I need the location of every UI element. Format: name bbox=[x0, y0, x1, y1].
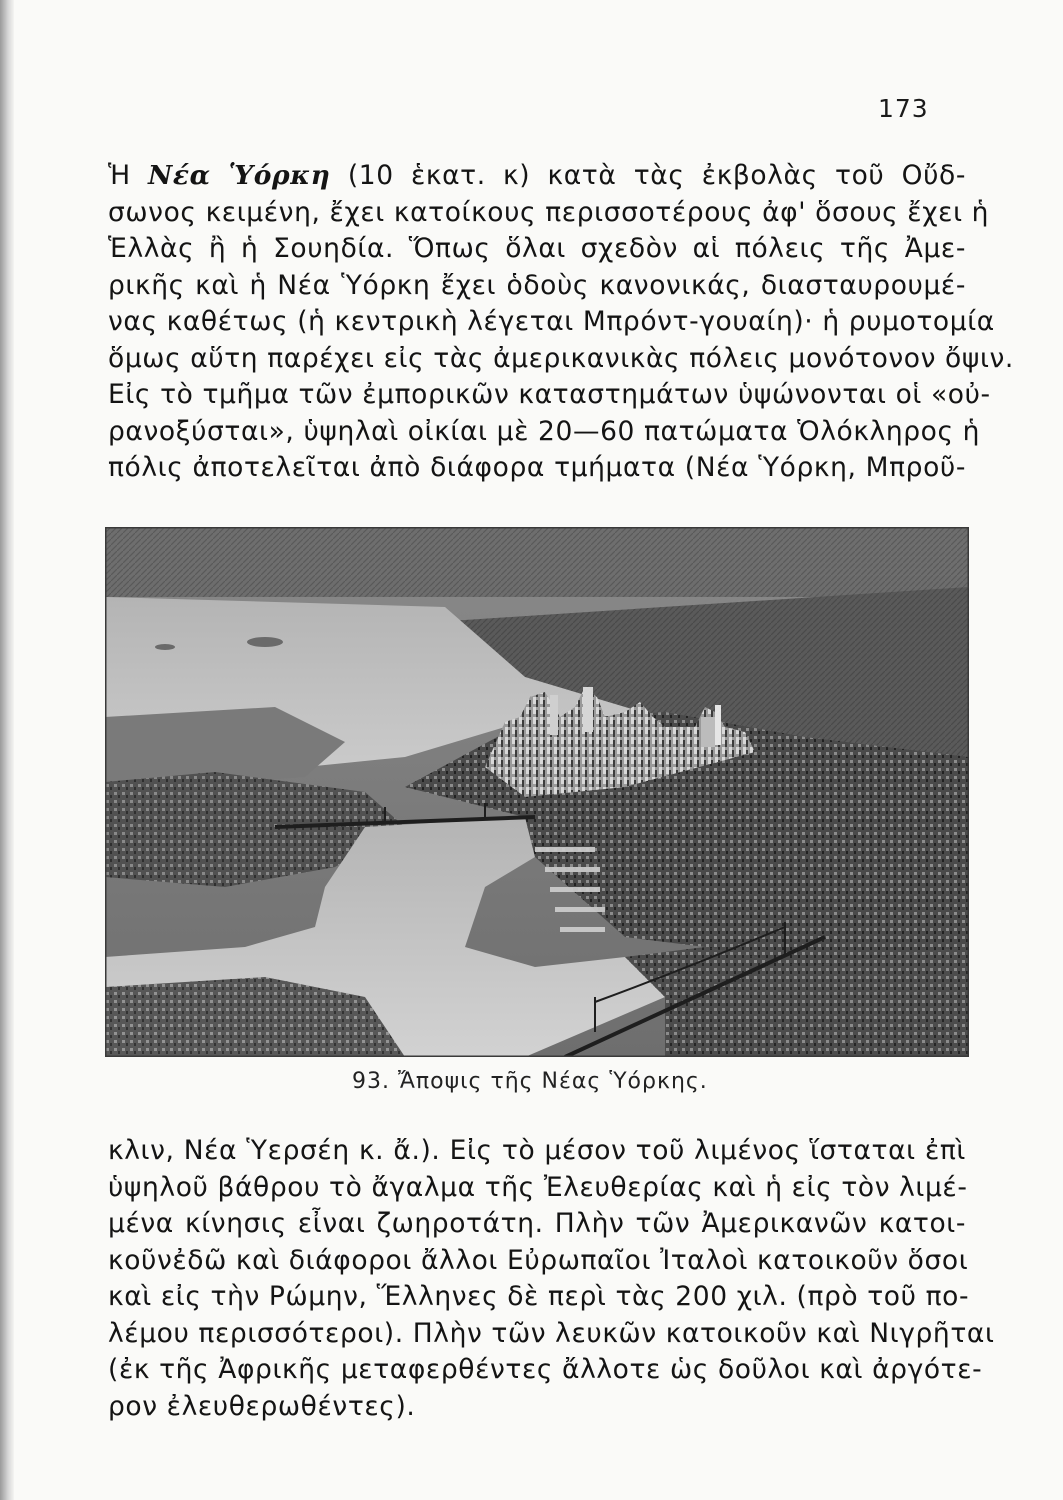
paragraph-1-line: Ἑλλὰς ἢ ἡ Σουηδία. Ὅπως ὅλαι σχεδὸν αἱ πόλεις τῆς Ἀμε- bbox=[108, 233, 966, 264]
figure-caption: 93. Ἄποψις τῆς Νέας Ὑόρκης. bbox=[352, 1069, 708, 1094]
paragraph-2-line: κοῦνἐδῶ καὶ διάφοροι ἄλλοι Εὐρωπαῖοι Ἰταλοὶ κατοικοῦν ὅσοι bbox=[108, 1244, 969, 1276]
paragraph-1-line: πόλις ἀποτελεῖται ἀπὸ διάφορα τμήματα (Νέα Ὑόρκη, Μπροῦ- bbox=[108, 452, 966, 483]
paragraph-1-line: Εἰς τὸ τμῆμα τῶν ἐμπορικῶν καταστημάτων ὑψώνονται οἱ «οὐ- bbox=[108, 379, 991, 410]
paragraph-1-emphasis: Νέα Ὑόρκη bbox=[148, 160, 331, 191]
paragraph-1-line: ρανοξύσται», ὑψηλαὶ οἰκίαι μὲ 20—60 πατώματα Ὁλόκληρος ἡ bbox=[108, 415, 981, 447]
paragraph-2-line: καὶ εἰς τὴν Ρώμην, Ἕλληνες δὲ περὶ τὰς 200 χιλ. (πρὸ τοῦ πο- bbox=[108, 1281, 970, 1312]
paragraph-2 bbox=[108, 1133, 995, 1425]
paragraph-1-line-text: (10 ἑκατ. κ) κατὰ τὰς ἐκβολὰς τοῦ Οὔδ- bbox=[330, 160, 966, 191]
paragraph-2-line: κλιν, Νέα Ὑερσέη κ. ἄ.). Εἰς τὸ μέσον τοῦ λιμένος ἵσταται ἐπὶ bbox=[108, 1135, 966, 1166]
paragraph-1-line: ρικῆς καὶ ἡ Νέα Ὑόρκη ἔχει ὁδοὺς κανονικάς, διασταυρουμέ- bbox=[108, 269, 966, 301]
page-number: 173 bbox=[878, 94, 929, 123]
paragraph-1-line: νας καθέτως (ἡ κεντρικὴ λέγεται Μπρόντ-γουαίη)· ἡ ρυμοτομία bbox=[108, 306, 995, 337]
paragraph-2-line: ὑψηλοῦ βάθρου τὸ ἄγαλμα τῆς Ἐλευθερίας καὶ ἡ εἰς τὸν λιμέ- bbox=[108, 1171, 968, 1203]
paragraph-2-line: λέμου περισσότεροι). Πλὴν τῶν λευκῶν κατοικοῦν καὶ Νιγρῆται bbox=[108, 1317, 995, 1349]
paragraph-1-line bbox=[108, 158, 966, 195]
paragraph-1-line: σωνος κειμένη, ἔχει κατοίκους περισσοτέρους ἀφ' ὅσους ἔχει ἡ bbox=[108, 196, 990, 228]
paragraph-1 bbox=[108, 158, 1014, 487]
paragraph-1-prefix: Ἡ bbox=[108, 160, 149, 191]
paragraph-2-line: μένα κίνησις εἶναι ζωηροτάτη. Πλὴν τῶν Ἀμερικανῶν κατοι- bbox=[108, 1208, 966, 1239]
paragraph-2-line: (ἐκ τῆς Ἀφρικῆς μεταφερθέντες ἄλλοτε ὡς δοῦλοι καὶ ἀργότε- bbox=[108, 1354, 983, 1385]
paragraph-1-line: ὅμως αὕτη παρέχει εἰς τὰς ἀμερικανικὰς πόλεις μονότονον ὄψιν. bbox=[108, 342, 1014, 374]
page-gutter-shadow bbox=[0, 0, 14, 1500]
new-york-aerial-photo bbox=[105, 527, 969, 1057]
paragraph-2-line: ρον ἐλευθερωθέντες). bbox=[108, 1390, 416, 1422]
